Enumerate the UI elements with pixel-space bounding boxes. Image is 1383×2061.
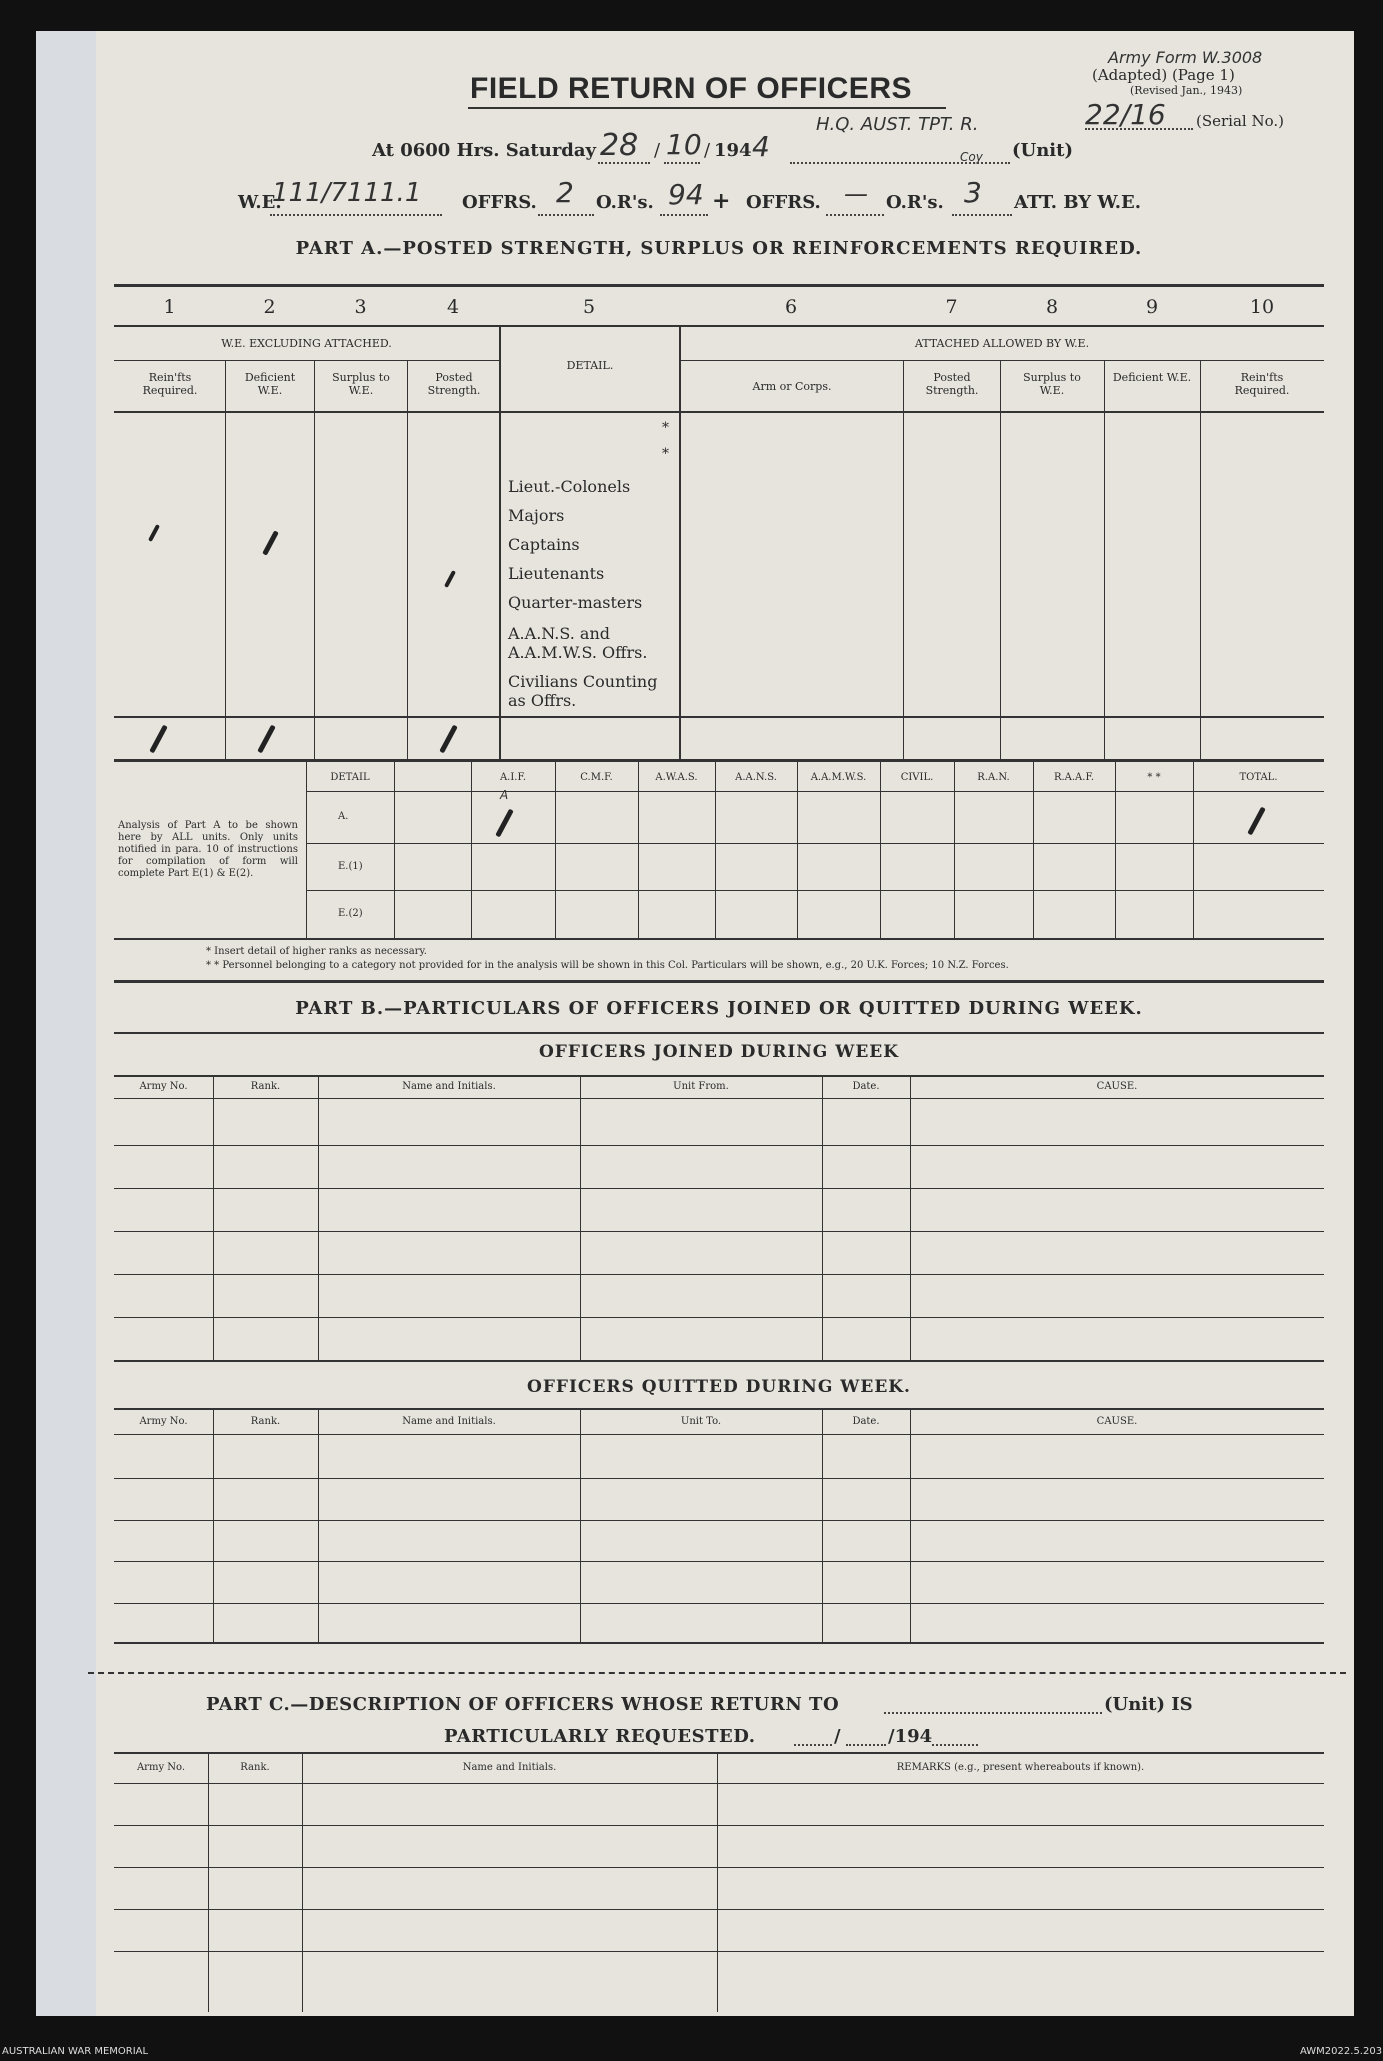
joined-header-date: Date. (852, 1081, 880, 1092)
analysis-header-aif: A.I.F. (499, 772, 527, 783)
subheader-att-reinfts-required: Rein'fts Required. (1234, 371, 1290, 397)
subheader-posted-strength: Posted Strength. (427, 371, 481, 397)
quitted-header-unit-to: Unit To. (680, 1416, 722, 1427)
dashed-separator (88, 1672, 1346, 1674)
rank-captains: Captains (508, 535, 580, 554)
joined-header-cause: CAUSE. (1096, 1081, 1138, 1092)
analysis-header-ran: R.A.N. (977, 772, 1010, 783)
subheader-deficient-we: Deficient W.E. (244, 371, 296, 397)
analysis-row-e2: E.(2) (338, 908, 363, 919)
partc-header-rank: Rank. (240, 1762, 270, 1773)
rank-aans-aamws: A.A.N.S. and A.A.M.W.S. Offrs. (508, 624, 648, 662)
report-date-month: 10 (666, 128, 702, 161)
report-date-day: 28 (600, 128, 639, 163)
joined-title: OFFICERS JOINED DURING WEEK (538, 1042, 900, 1062)
asterisk-2: * (662, 446, 669, 462)
part-c-unit-is: (Unit) IS (1104, 1694, 1193, 1715)
footnote-2: * * Personnel belonging to a category not provided for in the analysis will be shown in this Col. Particulars will be shown, e.g., 20 U.K. Forces; 10 N.Z. Forces. (206, 960, 1009, 971)
report-time-label: At 0600 Hrs. Saturday (372, 140, 597, 161)
col-number-9: 9 (1145, 296, 1159, 318)
offrs2-label: OFFRS. (746, 192, 821, 213)
analysis-header-total: TOTAL. (1239, 772, 1278, 783)
col-number-8: 8 (1045, 296, 1059, 318)
analysis-header-raaf: R.A.A.F. (1053, 772, 1095, 783)
footer-accession: AWM2022.5.203 (1300, 2046, 1383, 2057)
quitted-header-army-no: Army No. (139, 1416, 188, 1427)
part-b-heading: PART B.—PARTICULARS OF OFFICERS JOINED OR QUITTED DURING WEEK. (295, 998, 1143, 1019)
rank-quarter-masters: Quarter-masters (508, 593, 643, 612)
unit-name-handwritten: H.Q. AUST. TPT. R. (816, 114, 979, 135)
group-header-we-excluding: W.E. EXCLUDING ATTACHED. (221, 337, 392, 350)
col-number-6: 6 (784, 296, 798, 318)
ors-value: 94 (668, 178, 704, 211)
plus-sign: + (712, 188, 731, 214)
rank-lieut-colonels: Lieut.-Colonels (508, 477, 631, 496)
analysis-header-civil: CIVIL. (900, 772, 934, 783)
army-form-adapted: (Adapted) (Page 1) (1092, 66, 1235, 84)
analysis-row-a: A. (338, 811, 349, 822)
we-label: W.E. (238, 192, 282, 213)
offrs-value: 2 (556, 176, 574, 209)
rank-majors: Majors (508, 506, 565, 525)
serial-number-label: (Serial No.) (1196, 112, 1284, 130)
part-c-requested: PARTICULARLY REQUESTED. (444, 1726, 756, 1747)
army-form-number: Army Form W.3008 (1108, 48, 1263, 67)
part-a-heading: PART A.—POSTED STRENGTH, SURPLUS OR REINFORCEMENTS REQUIRED. (295, 238, 1143, 259)
offrs-label: OFFRS. (462, 192, 537, 213)
col-number-4: 4 (446, 296, 460, 318)
col-number-2: 2 (263, 296, 276, 318)
form-paper (36, 31, 1354, 2016)
joined-header-army-no: Army No. (139, 1081, 188, 1092)
subheader-arm-or-corps: Arm or Corps. (752, 380, 832, 393)
quitted-title: OFFICERS QUITTED DURING WEEK. (527, 1377, 911, 1397)
footnote-1: * Insert detail of higher ranks as necessary. (206, 946, 427, 957)
joined-header-name: Name and Initials. (402, 1081, 496, 1092)
quitted-header-date: Date. (852, 1416, 880, 1427)
unit-name-handwritten-2: Coy (960, 150, 983, 164)
unit-label: (Unit) (1012, 140, 1073, 161)
detail-header: DETAIL. (566, 359, 614, 372)
rank-lieutenants: Lieutenants (508, 564, 605, 583)
serial-number-value: 22/16 (1085, 98, 1166, 131)
ors2-value: 3 (964, 176, 982, 209)
we-value: 111/7111.1 (272, 178, 422, 208)
form-title: FIELD RETURN OF OFFICERS (470, 72, 912, 105)
subheader-att-deficient-we: Deficient W.E. (1112, 371, 1192, 384)
analysis-header-cmf: C.M.F. (580, 772, 613, 783)
ors2-label: O.R's. (886, 192, 944, 213)
part-c-year: /194 (888, 1726, 933, 1747)
aif-annotation: A (500, 788, 509, 802)
part-c-heading: PART C.—DESCRIPTION OF OFFICERS WHOSE RETURN TO (206, 1694, 840, 1715)
joined-header-rank: Rank. (250, 1081, 281, 1092)
analysis-header-aamws: A.A.M.W.S. (810, 772, 867, 783)
subheader-att-surplus-we: Surplus to W.E. (1023, 371, 1081, 397)
col-number-7: 7 (945, 296, 958, 318)
col-number-10: 10 (1249, 296, 1275, 318)
ors-label: O.R's. (596, 192, 654, 213)
col-number-1: 1 (163, 296, 176, 318)
att-by-we-label: ATT. BY W.E. (1014, 192, 1142, 213)
subheader-reinfts-required: Rein'fts Required. (142, 371, 198, 397)
col-number-5: 5 (582, 296, 596, 318)
asterisk-1: * (662, 420, 669, 436)
subheader-att-posted-strength: Posted Strength. (925, 371, 979, 397)
analysis-header-detail: DETAIL (330, 772, 370, 783)
partc-header-army-no: Army No. (136, 1762, 186, 1773)
analysis-header-other: * * (1147, 772, 1161, 783)
report-year-suffix: 4 (752, 130, 770, 163)
quitted-header-rank: Rank. (250, 1416, 281, 1427)
group-header-attached: ATTACHED ALLOWED BY W.E. (914, 337, 1090, 350)
subheader-surplus-we: Surplus to W.E. (332, 371, 390, 397)
quitted-header-name: Name and Initials. (402, 1416, 496, 1427)
joined-header-unit-from: Unit From. (673, 1081, 729, 1092)
analysis-header-awas: A.W.A.S. (655, 772, 698, 783)
left-edge-stripe (36, 31, 96, 2016)
report-year-prefix: 194 (714, 140, 752, 161)
footer-credit: AUSTRALIAN WAR MEMORIAL (2, 2046, 149, 2057)
quitted-header-cause: CAUSE. (1096, 1416, 1138, 1427)
analysis-row-e1: E.(1) (338, 861, 363, 872)
army-form-revised: (Revised Jan., 1943) (1130, 84, 1243, 97)
analysis-note: Analysis of Part A to be shown here by ALL units. Only units notified in para. 10 of instructions for compilation of form will complete Part E(1) & E(2). (118, 820, 298, 879)
rank-civilians: Civilians Counting as Offrs. (508, 672, 658, 710)
partc-header-remarks: REMARKS (e.g., present whereabouts if known). (896, 1762, 1145, 1773)
col-number-3: 3 (354, 296, 367, 318)
offrs2-value: — (844, 180, 868, 208)
analysis-header-aans: A.A.N.S. (735, 772, 777, 783)
partc-header-name: Name and Initials. (462, 1762, 557, 1773)
